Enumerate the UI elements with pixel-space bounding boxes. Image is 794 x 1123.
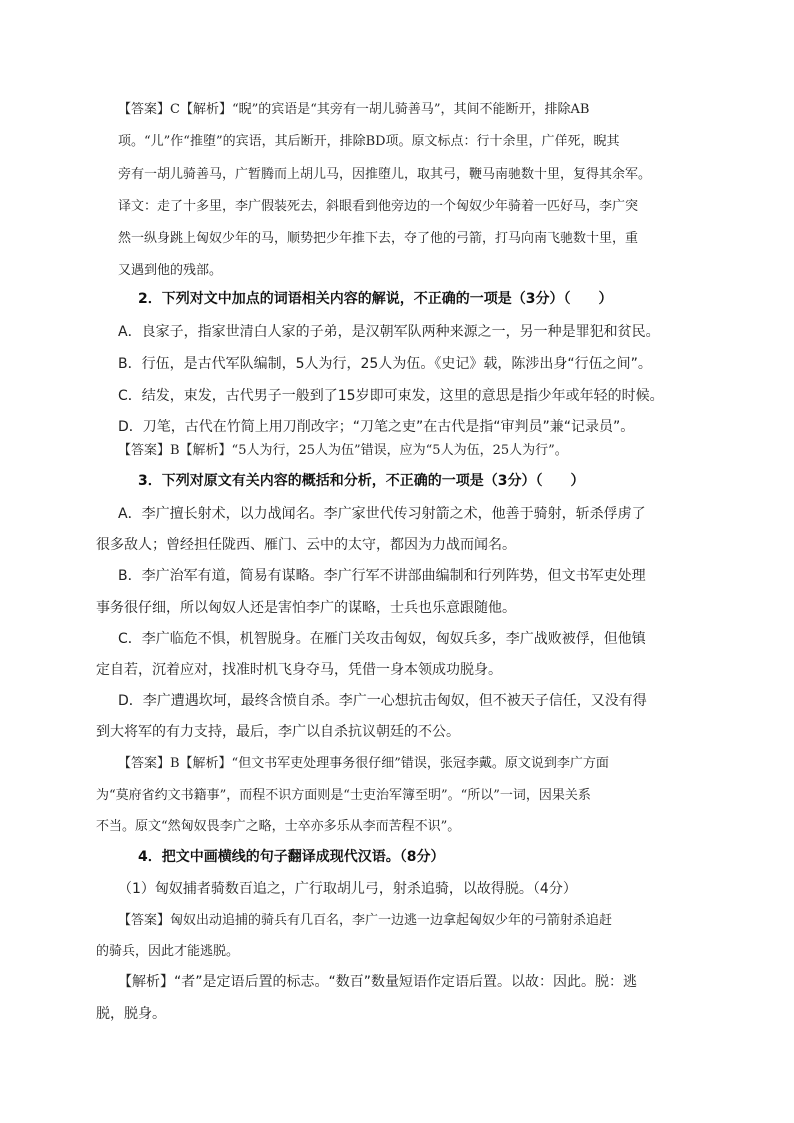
answer-line: 旁有一胡儿骑善马，广暂腾而上胡儿马，因推堕儿，取其弓，鞭马南驰数十里，复得其余军。 [118, 167, 652, 182]
question-3-title: 3．下列对原文有关内容的概括和分析，不正确的一项是（3分）（ ） [138, 473, 585, 489]
option-c-line-1: C．李广临危不惧，机智脱身。在雁门关攻击匈奴，匈奴兵多，李广战败被俘，但他镇 [118, 631, 646, 647]
question-2-title: 2．下列对文中加点的词语相关内容的解说，不正确的一项是（3分）（ ） [138, 291, 613, 307]
question-3-answer-line: 不当。原文“然匈奴畏李广之略，士卒亦多乐从李而苦程不识”。 [96, 819, 461, 834]
option-b: B．行伍，是古代军队编制，5人为行，25人为伍。《史记》载，陈涉出身“行伍之间”。 [118, 356, 652, 372]
option-d-line-1: D．李广遭遇坎坷，最终含愤自杀。李广一心想抗击匈奴，但不被天子信任，又没有得 [118, 693, 647, 709]
question-4-title: 4．把文中画横线的句子翻译成现代汉语。（8分） [138, 849, 445, 865]
option-c: C．结发，束发，古代男子一般到了15岁即可束发，这里的意思是指少年或年轻的时候。 [118, 388, 664, 404]
option-c-line-2: 定自若，沉着应对，找准时机飞身夺马，凭借一身本领成功脱身。 [96, 662, 502, 678]
option-b-line-2: 事务很仔细，所以匈奴人还是害怕李广的谋略，士兵也乐意跟随他。 [96, 600, 516, 616]
question-4-analysis-line: 脱，脱身。 [96, 1006, 166, 1022]
question-3-answer-line: 【答案】B【解析】“但文书军吏处理事务很仔细”错误，张冠李戴。原文说到李广方面 [118, 756, 609, 771]
option-a: A．良家子，指家世清白人家的子弟，是汉朝军队两种来源之一，另一种是罪犯和贫民。 [118, 324, 660, 340]
question-3-answer-line: 为“莫府省约文书籍事”，而程不识方面则是“士吏治军簿至明”。“所以”一词，因果关系 [96, 788, 591, 803]
answer-line: 然一纵身跳上匈奴少年的马，顺势把少年推下去，夺了他的弓箭，打马向南飞驰数十里，重 [118, 231, 639, 246]
answer-line: 项。“儿”作“推堕”的宾语，其后断开，排除BD项。原文标点：行十余里，广佯死，睨其 [118, 134, 620, 149]
answer-line: 又遇到他的残部。 [118, 263, 223, 278]
question-2-answer: 【答案】B【解析】“5人为行，25人为伍”错误，应为“5人为伍，25人为行”。 [118, 443, 568, 458]
option-d: D．刀笔，古代在竹简上用刀削改字；“刀笔之吏”在古代是指“审判员”兼“记录员”。 [118, 419, 635, 435]
answer-line: 译文：走了十多里，李广假装死去，斜眼看到他旁边的一个匈奴少年骑着一匹好马，李广突 [118, 199, 639, 214]
option-b-line-1: B．李广治军有道，简易有谋略。李广行军不讲部曲编制和行列阵势，但文书军吏处理 [118, 568, 646, 584]
answer-line: 【答案】C【解析】“睨”的宾语是“其旁有一胡儿骑善马”，其间不能断开，排除AB [118, 102, 590, 117]
option-d-line-2: 到大将军的有力支持，最后，李广以自杀抗议朝廷的不公。 [96, 724, 460, 740]
question-4-sub-1: （1）匈奴捕者骑数百追之，广行取胡儿弓，射杀追骑，以故得脱。（4分） [118, 881, 577, 897]
option-a-line-2: 很多敌人；曾经担任陇西、雁门、云中的太守，都因为力战而闻名。 [96, 537, 516, 553]
question-4-answer-line: 的骑兵，因此才能逃脱。 [96, 944, 240, 959]
question-4-analysis-line: 【解析】“者”是定语后置的标志。“数百”数量短语作定语后置。以故：因此。脱：逃 [118, 974, 638, 990]
question-4-answer-line: 【答案】匈奴出动追捕的骑兵有几百名，李广一边逃一边拿起匈奴少年的弓箭射杀追赶 [118, 913, 613, 928]
option-a-line-1: A．李广擅长射术，以力战闻名。李广家世代传习射箭之术，他善于骑射，斩杀俘虏了 [118, 506, 646, 522]
